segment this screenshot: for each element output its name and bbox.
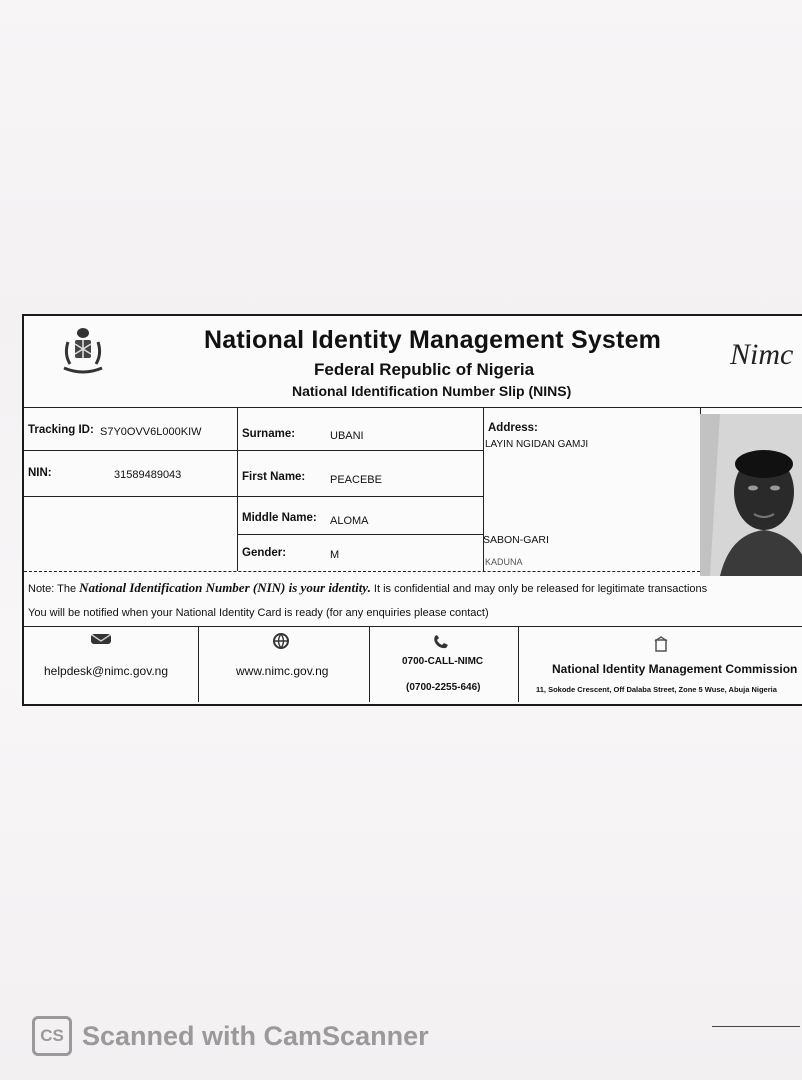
phone-number: 0700-CALL-NIMC bbox=[402, 656, 484, 667]
address-line-2: SABON-GARI bbox=[483, 534, 549, 546]
footer-divider bbox=[198, 626, 199, 702]
gender-label: Gender: bbox=[242, 547, 287, 559]
row-divider bbox=[24, 571, 700, 572]
row-divider bbox=[237, 534, 483, 535]
middle-name-label: Middle Name: bbox=[242, 512, 317, 524]
coat-of-arms-icon bbox=[58, 324, 108, 380]
footer-divider bbox=[518, 626, 519, 702]
surname-value: UBANI bbox=[330, 430, 364, 442]
globe-icon bbox=[272, 632, 290, 650]
grid-divider bbox=[237, 407, 238, 571]
camscanner-watermark bbox=[32, 1016, 429, 1056]
note-line-1 bbox=[28, 580, 707, 596]
page-title: National Identity Management System bbox=[204, 326, 662, 354]
commission-address: 11, Sokode Crescent, Off Dalaba Street, Zone 5 Wuse, Abuja Nigeria bbox=[536, 685, 777, 694]
gender-value: M bbox=[330, 549, 340, 561]
middle-name-value: ALOMA bbox=[330, 515, 369, 527]
row-divider bbox=[24, 450, 483, 451]
camscanner-text: Scanned with CamScanner bbox=[82, 1020, 429, 1051]
nimc-logo: Nimc bbox=[730, 338, 794, 371]
grid-divider bbox=[483, 407, 484, 571]
commission-name: National Identity Management Commission bbox=[552, 662, 798, 676]
building-icon bbox=[654, 636, 668, 652]
note-emphasis: National Identification Number (NIN) is your identity. bbox=[79, 580, 371, 595]
note-prefix: Note: The bbox=[28, 583, 77, 595]
nin-slip bbox=[22, 314, 802, 706]
nin-label: NIN: bbox=[28, 467, 52, 479]
helpdesk-email: helpdesk@nimc.gov.ng bbox=[44, 664, 169, 678]
email-icon bbox=[90, 632, 112, 646]
first-name-label: First Name: bbox=[242, 471, 306, 483]
header-divider bbox=[24, 407, 802, 408]
footer-top-border bbox=[24, 626, 802, 627]
note-suffix: It is confidential and may only be released for legitimate transactions bbox=[373, 583, 708, 595]
country-subtitle: Federal Republic of Nigeria bbox=[314, 360, 535, 379]
surname-label: Surname: bbox=[242, 428, 296, 440]
slip-title: National Identification Number Slip (NINS) bbox=[292, 383, 572, 399]
row-divider bbox=[24, 496, 483, 497]
nin-value: 31589489043 bbox=[114, 469, 182, 481]
website-link: www.nimc.gov.ng bbox=[236, 664, 329, 678]
note-line-2: You will be notified when your National Identity Card is ready (for any enquiries please contact) bbox=[28, 607, 489, 619]
address-line-3: KADUNA bbox=[485, 557, 523, 567]
scan-edge-line bbox=[712, 1026, 800, 1027]
address-label: Address: bbox=[488, 422, 538, 434]
camscanner-logo-icon: CS bbox=[32, 1016, 72, 1056]
holder-photo bbox=[700, 414, 802, 576]
first-name-value: PEACEBE bbox=[330, 474, 382, 486]
phone-number-digits: (0700-2255-646) bbox=[406, 682, 481, 693]
footer-divider bbox=[369, 626, 370, 702]
address-line-1: LAYIN NGIDAN GAMJI bbox=[485, 439, 589, 450]
phone-icon bbox=[432, 634, 452, 650]
tracking-id-label: Tracking ID: bbox=[28, 424, 94, 436]
tracking-id-value: S7Y0OVV6L000KIW bbox=[100, 426, 202, 438]
